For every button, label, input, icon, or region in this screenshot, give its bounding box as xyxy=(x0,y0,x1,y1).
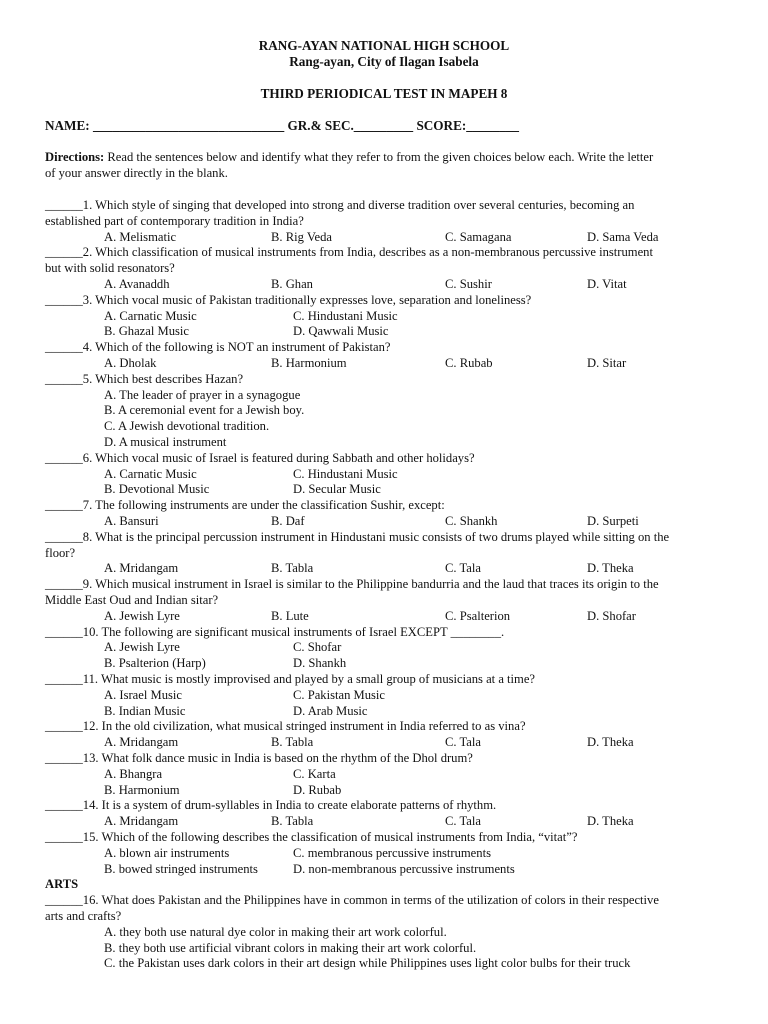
question-4-text: ______4. Which of the following is NOT an instrument of Pakistan? xyxy=(45,340,391,355)
question-9-choice: D. Shofar xyxy=(587,608,636,623)
question-15-text: ______15. Which of the following describes the classification of musical instruments from India, “vitat”? xyxy=(45,830,578,844)
question-9-text: ______9. Which musical instrument in Israel is similar to the Philippine bandurria and the laud that traces its origin to the xyxy=(45,577,659,592)
question-8-text: ______8. What is the principal percussion instrument in Hindustani music consists of two drums played while sitting on the xyxy=(45,529,670,544)
question-3-text: ______3. Which vocal music of Pakistan traditionally expresses love, separation and loneliness? xyxy=(45,292,532,307)
question-16-text: ______16. What does Pakistan and the Philippines have in common in terms of the utilization of colors in their respective xyxy=(45,893,659,908)
directions-line-1 xyxy=(45,149,653,165)
student-info-line: NAME: _____________________________ GR.& SEC._________ SCORE:________ xyxy=(45,118,520,133)
question-2-text: ______2. Which classification of musical instruments from India, describes as a non-membranous percussive instrument xyxy=(45,245,653,260)
question-12-choice: B. Tabla xyxy=(271,735,314,750)
question-4-choice: A. Dholak xyxy=(104,356,157,370)
question-11-text: ______11. What music is mostly improvised and played by a small group of musicians at a time? xyxy=(45,672,536,686)
directions-line-2: of your answer directly in the blank. xyxy=(45,166,228,180)
question-4-choice: D. Sitar xyxy=(587,356,627,370)
question-14-choice: D. Theka xyxy=(587,814,634,829)
question-8-text-cont: floor? xyxy=(45,545,76,560)
question-14-choice: C. Tala xyxy=(445,814,481,829)
question-16-choice: A. they both use natural dye color in making their art work colorful. xyxy=(104,924,447,939)
question-3-choice: D. Qawwali Music xyxy=(293,324,389,339)
question-9-choice: B. Lute xyxy=(271,608,309,623)
question-1-text-cont: established part of contemporary tradition in India? xyxy=(45,213,304,228)
question-12-choice: C. Tala xyxy=(445,735,481,750)
question-8-choice: A. Mridangam xyxy=(104,561,179,576)
question-13-choice: C. Karta xyxy=(293,766,336,781)
question-1-choice: C. Samagana xyxy=(445,229,512,244)
question-2-choice: A. Avanaddh xyxy=(104,277,170,291)
question-9-choice: A. Jewish Lyre xyxy=(104,608,180,623)
question-2-choice: C. Sushir xyxy=(445,277,492,291)
question-2-choice: D. Vitat xyxy=(587,277,627,291)
question-1-text: ______1. Which style of singing that developed into strong and diverse tradition over several centuries, becoming an xyxy=(45,198,635,212)
question-13-choice: D. Rubab xyxy=(293,782,342,797)
question-10-choice: D. Shankh xyxy=(293,656,347,671)
directions-text: Read the sentences below and identify what they refer to from the given choices below each. Write the letter xyxy=(104,150,654,164)
school-address: Rang-ayan, City of Ilagan Isabela xyxy=(289,54,479,69)
question-11-choice: A. Israel Music xyxy=(104,687,182,702)
question-15-choice: D. non-membranous percussive instruments xyxy=(293,861,515,876)
question-4-choice: C. Rubab xyxy=(445,356,493,370)
question-11-choice: C. Pakistan Music xyxy=(293,687,386,702)
question-1-choice: D. Sama Veda xyxy=(587,229,659,244)
question-8-choice: C. Tala xyxy=(445,561,481,576)
question-5-choice: B. A ceremonial event for a Jewish boy. xyxy=(104,403,305,418)
question-16-choice: B. they both use artificial vibrant colors in making their art work colorful. xyxy=(104,940,477,955)
question-6-choice: B. Devotional Music xyxy=(104,482,210,497)
question-14-text: ______14. It is a system of drum-syllables in India to create elaborate patterns of rhythm. xyxy=(45,798,497,813)
question-10-text: ______10. The following are significant musical instruments of Israel EXCEPT ________. xyxy=(45,624,505,639)
question-14-choice: A. Mridangam xyxy=(104,814,179,829)
question-6-choice: D. Secular Music xyxy=(293,482,381,497)
question-8-choice: B. Tabla xyxy=(271,561,314,576)
question-7-choice: B. Daf xyxy=(271,514,305,528)
question-3-choice: B. Ghazal Music xyxy=(104,324,189,339)
question-5-choice: A. The leader of prayer in a synagogue xyxy=(104,387,301,402)
question-12-choice: D. Theka xyxy=(587,735,634,750)
question-9-choice: C. Psalterion xyxy=(445,608,511,623)
question-14-choice: B. Tabla xyxy=(271,814,314,829)
question-1-choice: B. Rig Veda xyxy=(271,229,332,244)
question-15-choice: C. membranous percussive instruments xyxy=(293,845,491,860)
arts-heading: ARTS xyxy=(45,877,79,892)
question-15-choice: A. blown air instruments xyxy=(104,845,230,860)
directions-label: Directions: xyxy=(45,150,105,164)
school-name: RANG-AYAN NATIONAL HIGH SCHOOL xyxy=(258,38,510,53)
test-title: THIRD PERIODICAL TEST IN MAPEH 8 xyxy=(260,86,508,101)
question-2-choice: B. Ghan xyxy=(271,277,313,291)
question-13-choice: B. Harmonium xyxy=(104,782,180,797)
question-11-choice: D. Arab Music xyxy=(293,703,368,718)
question-3-choice: A. Carnatic Music xyxy=(104,308,197,323)
question-8-choice: D. Theka xyxy=(587,561,634,576)
question-7-choice: A. Bansuri xyxy=(104,514,159,528)
question-5-text: ______5. Which best describes Hazan? xyxy=(45,371,244,386)
question-2-text-cont: but with solid resonators? xyxy=(45,261,175,276)
question-10-choice: C. Shofar xyxy=(293,640,342,655)
question-9-text-cont: Middle East Oud and Indian sitar? xyxy=(45,593,219,607)
question-13-text: ______13. What folk dance music in India is based on the rhythm of the Dhol drum? xyxy=(45,751,473,765)
question-13-choice: A. Bhangra xyxy=(104,766,163,781)
question-15-choice: B. bowed stringed instruments xyxy=(104,861,258,876)
question-5-choice: D. A musical instrument xyxy=(104,435,227,449)
question-10-choice: A. Jewish Lyre xyxy=(104,640,180,655)
question-7-choice: D. Surpeti xyxy=(587,514,639,528)
question-6-choice: A. Carnatic Music xyxy=(104,466,197,481)
question-7-text: ______7. The following instruments are under the classification Sushir, except: xyxy=(45,498,445,513)
question-6-text: ______6. Which vocal music of Israel is featured during Sabbath and other holidays? xyxy=(45,450,475,465)
question-10-choice: B. Psalterion (Harp) xyxy=(104,656,206,671)
question-5-choice: C. A Jewish devotional tradition. xyxy=(104,419,270,434)
question-11-choice: B. Indian Music xyxy=(104,703,186,718)
question-16-choice: C. the Pakistan uses dark colors in their art design while Philippines uses light color bulbs for their truck xyxy=(104,956,631,971)
question-12-choice: A. Mridangam xyxy=(104,735,179,750)
question-4-choice: B. Harmonium xyxy=(271,356,347,370)
question-16-text-cont: arts and crafts? xyxy=(45,909,122,923)
question-3-choice: C. Hindustani Music xyxy=(293,308,398,323)
question-6-choice: C. Hindustani Music xyxy=(293,466,398,481)
question-7-choice: C. Shankh xyxy=(445,514,498,528)
question-1-choice: A. Melismatic xyxy=(104,229,177,244)
question-12-text: ______12. In the old civilization, what musical stringed instrument in India referred to as vina? xyxy=(45,719,526,734)
